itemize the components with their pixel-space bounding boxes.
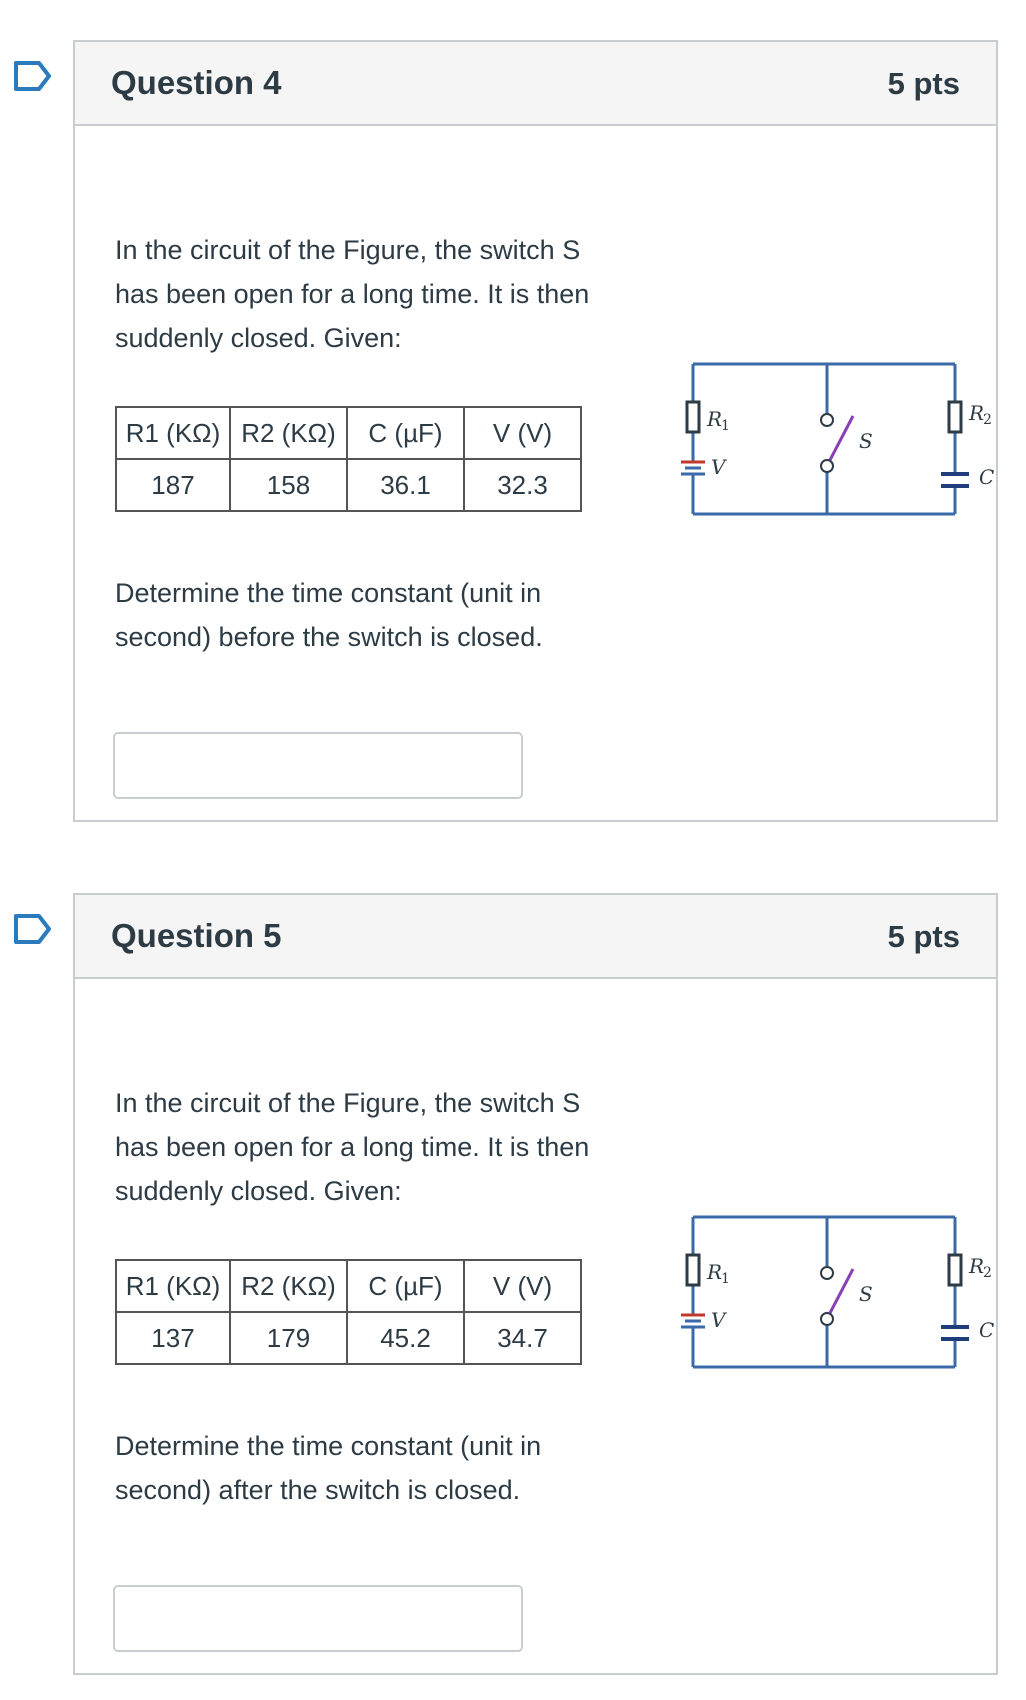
resistor-r2-icon [949,402,961,432]
label-v: V [711,455,726,479]
label-s: S [859,1282,873,1306]
table-header-r1: R1 (KΩ) [116,1260,230,1312]
label-r2-sub: 2 [983,1265,992,1281]
question-card [73,893,998,1675]
question-points: 5 pts [887,919,960,954]
label-r1: R [707,1260,723,1284]
question-prompt: Determine the time constant (unit in second) before the switch is closed. [115,578,543,652]
question-header [75,42,996,126]
label-r1-sub: 1 [721,1271,730,1287]
answer-input[interactable] [113,732,523,799]
question-card [73,40,998,822]
label-r2-sub: 2 [983,412,992,428]
table-value-v: 32.3 [464,459,581,511]
label-r1-sub: 1 [721,418,730,434]
flag-question-icon[interactable] [13,913,53,945]
capacitor-icon [941,474,969,486]
battery-icon [681,1315,705,1327]
answer-input[interactable] [113,1585,523,1652]
table-header-r1: R1 (KΩ) [116,407,230,459]
resistor-r1-icon [687,1255,699,1285]
switch-icon [821,414,853,472]
table-header-c: C (µF) [347,1260,464,1312]
capacitor-icon [941,1327,969,1339]
table-header-r2: R2 (KΩ) [230,407,347,459]
table-header-v: V (V) [464,1260,581,1312]
table-header-c: C (µF) [347,407,464,459]
circuit-figure [615,334,995,534]
resistor-r1-icon [687,402,699,432]
circuit-figure [615,1187,995,1387]
table-value-r2: 158 [230,459,347,511]
flag-question-icon[interactable] [13,60,53,92]
question-title: Question 4 [111,64,282,101]
table-value-c: 45.2 [347,1312,464,1364]
battery-icon [681,462,705,474]
question-header [75,895,996,979]
table-value-v: 34.7 [464,1312,581,1364]
label-c: C [979,1318,995,1342]
question-intro: In the circuit of the Figure, the switch S has been open for a long time. It is then suddenly closed. Given: [115,235,590,353]
question-prompt: Determine the time constant (unit in second) after the switch is closed. [115,1431,542,1505]
label-r2: R [969,401,985,425]
table-value-r1: 137 [116,1312,230,1364]
label-r2: R [969,1254,985,1278]
label-c: C [979,465,995,489]
question-title: Question 5 [111,917,282,954]
question-points: 5 pts [887,66,960,101]
table-value-r2: 179 [230,1312,347,1364]
given-table [115,1259,582,1365]
label-r1: R [707,407,723,431]
resistor-r2-icon [949,1255,961,1285]
label-v: V [711,1308,726,1332]
table-header-v: V (V) [464,407,581,459]
table-value-r1: 187 [116,459,230,511]
given-table [115,406,582,512]
table-header-r2: R2 (KΩ) [230,1260,347,1312]
label-s: S [859,429,873,453]
switch-icon [821,1267,853,1325]
question-intro: In the circuit of the Figure, the switch S has been open for a long time. It is then suddenly closed. Given: [115,1088,590,1206]
table-value-c: 36.1 [347,459,464,511]
